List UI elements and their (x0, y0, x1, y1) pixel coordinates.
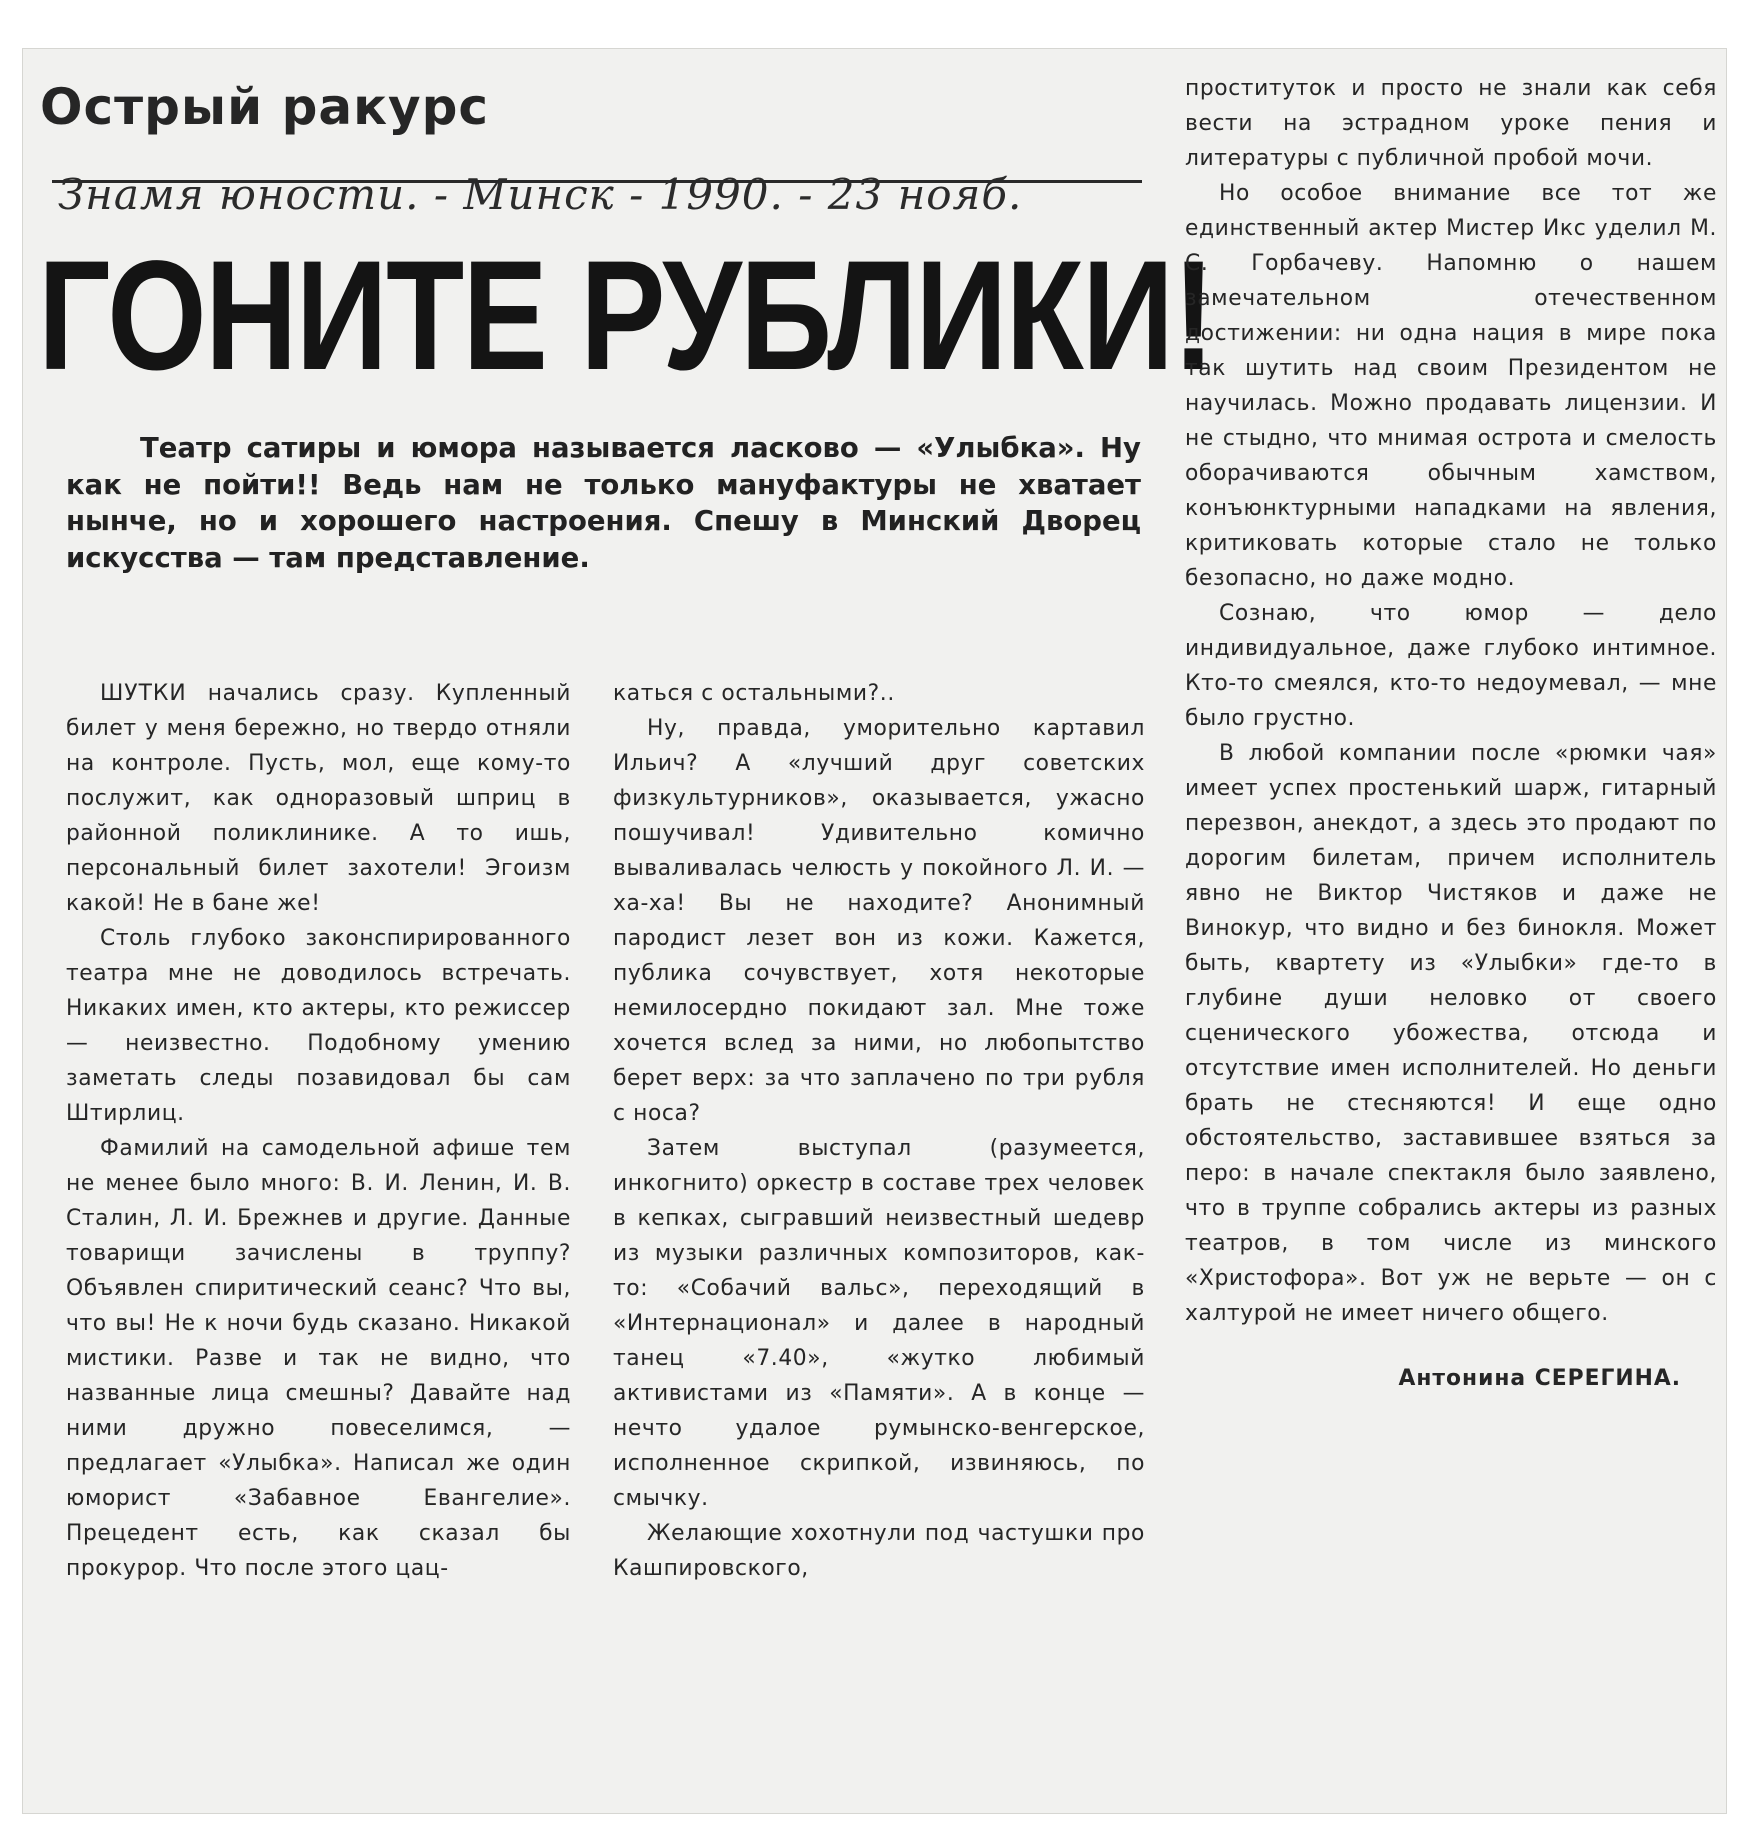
drop-caps-word: ШУТКИ (100, 681, 187, 706)
headline: ГОНИТЕ РУБЛИКИ! (38, 229, 1214, 403)
paragraph: Ну, правда, уморительно картавил Ильич? А «лучший друг советских физкультурников», оказывается, ужасно пошучивал! Удивительно комично вываливалась челюсть у покойного Л. И. — ха-ха! Вы не находите? Анонимный пародист лезет вон из кожи. Кажется, публика сочувствует, хотя некоторые немилосердно покидают зал. Мне тоже хочется вслед за ними, но любопытство берет верх: за что заплачено по три рубля с носа? (613, 716, 1145, 1126)
paragraph: В любой компании после «рюмки чая» имеет успех простенький шарж, гитарный перезвон, анекдот, а здесь это продают по дорогим билетам, причем исполнитель явно не Виктор Чистяков и даже не Винокур, что видно и без бинокля. Может быть, квартету из «Улыбки» где-то в глубине души неловко от своего сценического убожества, отсюда и отсутствие имен исполнителей. Но деньги брать не стесняются! И еще одно обстоятельство, заставившее взяться за перо: в начале спектакля было заявлено, что в труппе собрались актеры из разных театров, в том числе из минского «Христофора». Вот уж не верьте — он с халтурой не имеет ничего общего. (1185, 741, 1717, 1326)
paragraph: Но особое внимание все тот же единственный актер Мистер Икс уделил М. С. Горбачеву. Напомню о нашем замечательном отечественном достижении: ни одна нация в мире пока так шутить над своим Президентом не научилась. Можно продавать лицензии. И не стыдно, что мнимая острота и смелость оборачиваются обычным хамством, конъюнктурными нападками на явления, критиковать которые стало не только безопасно, но даже модно. (1185, 181, 1717, 591)
paragraph: Фамилий на самодельной афише тем не менее было много: В. И. Ленин, И. В. Сталин, Л. И. Брежнев и другие. Данные товарищи зачислены в труппу? Объявлен спиритический сеанс? Что вы, что вы! Не к ночи будь сказано. Никакой мистики. Разве и так не видно, что названные лица смешны? Давайте над ними дружно повеселимся, — предлагает «Улыбка». Написал же один юморист «Забавное Евангелие». Прецедент есть, как сказал бы прокурор. Что после этого цац- (66, 1136, 571, 1581)
paragraph: Желающие хохотнули под частушки про Кашпировского, (613, 1521, 1145, 1581)
paragraph-text: начались сразу. Купленный билет у меня бережно, но твердо отняли на контроле. Пусть, мол, еще кому-то послужит, как одноразовый шприц в районной поликлинике. А то ишь, персональный билет захотели! Эгоизм какой! Не в бане же! (66, 681, 571, 916)
rubric-rule (52, 180, 1142, 183)
handwritten-source-note: Знамя юности. - Минск - 1990. - 23 нояб. (58, 170, 1023, 219)
article-column-1 (66, 676, 571, 1586)
article-column-2 (613, 676, 1145, 1586)
paragraph: Сознаю, что юмор — дело индивидуальное, даже глубоко интимное. Кто-то смеялся, кто-то недоумевал, — мне было грустно. (1185, 601, 1717, 731)
article-column-3 (1185, 71, 1717, 1396)
paragraph: каться с остальными?.. (613, 681, 895, 706)
paragraph (66, 676, 571, 921)
paragraph: проституток и просто не знали как себя вести на эстрадном уроке пения и литературы с публичной пробой мочи. (1185, 76, 1717, 171)
paragraph: Столь глубоко законспирированного театра мне не доводилось встречать. Никаких имен, кто актеры, кто режиссер — неизвестно. Подобному умению заметать следы позавидовал бы сам Штирлиц. (66, 926, 571, 1126)
author-signature: Антонина СЕРЕГИНА. (1398, 1366, 1681, 1391)
rubric-label: Острый ракурс (40, 78, 490, 136)
lead-paragraph: Театр сатиры и юмора называется ласково — «Улыбка». Ну как не пойти!! Ведь нам не только мануфактуры не хватает нынче, но и хорошего настроения. Спешу в Минский Дворец искусства — там представление. (66, 432, 1141, 574)
author-signature-line (1185, 1361, 1717, 1396)
paragraph: Затем выступал (разумеется, инкогнито) оркестр в составе трех человек в кепках, сыгравший неизвестный шедевр из музыки различных композиторов, как-то: «Собачий вальс», переходящий в «Интернационал» и далее в народный танец «7.40», «жутко любимый активистами из «Памяти». А в конце — нечто удалое румынско-венгерское, исполненное скрипкой, извиняюсь, по смычку. (613, 1136, 1145, 1511)
